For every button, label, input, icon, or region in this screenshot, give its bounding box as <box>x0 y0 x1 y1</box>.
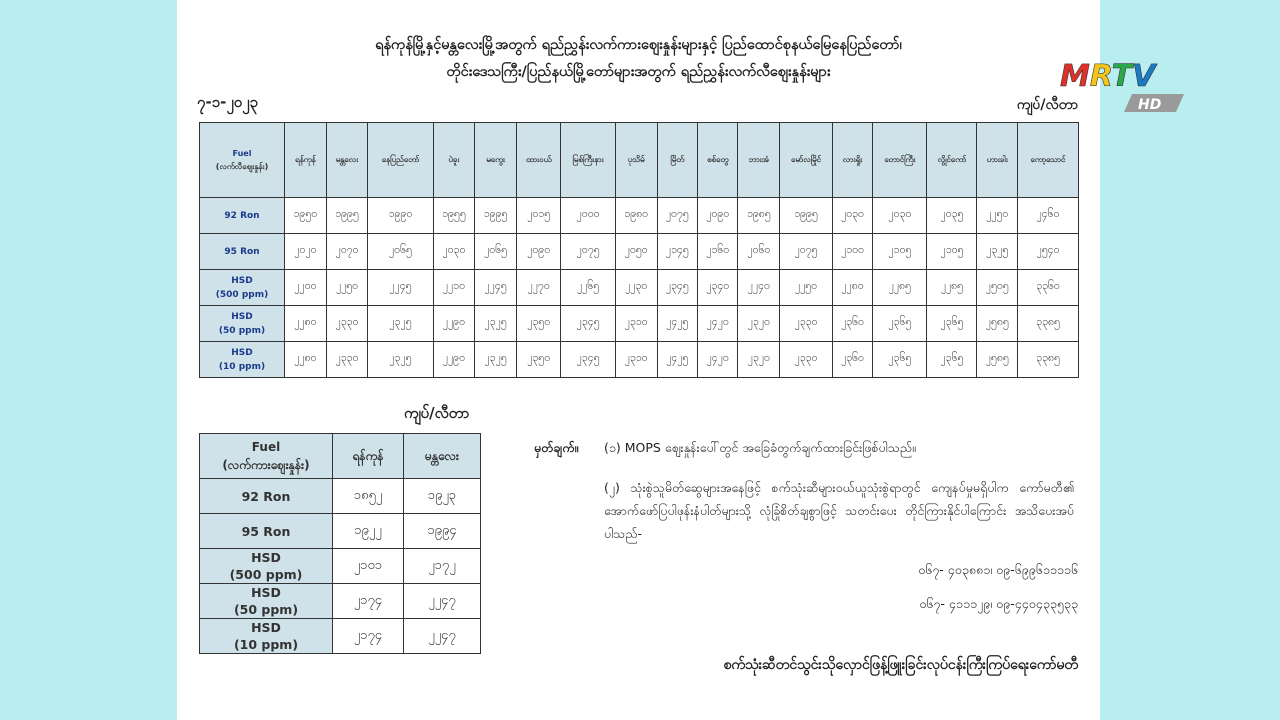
price-cell: ၂၅၄၀ <box>1018 234 1079 270</box>
note-1: (၁) MOPS ဈေးနှုန်းပေါ်တွင် အခြေခံတွက်ချက်ထားခြင်းဖြစ်ပါသည်။ <box>604 440 916 455</box>
price-cell: ၂၂၄၀ <box>738 270 780 306</box>
fuel-type-cell <box>200 479 333 514</box>
wholesale-table-header-row <box>200 434 481 479</box>
price-cell: ၂၂၅၀ <box>326 270 368 306</box>
fuel-type-cell <box>200 619 333 654</box>
note-2: (၂) သုံးစွဲသူမိတ်ဆွေများအနေဖြင့် စက်သုံးဆီများဝယ်ယူသုံးစွဲရာတွင် ကျေနပ်မှုမရှိပါက ကော်မတီ၏ အောက်ဖော်ပြပါဖုန်းနံပါတ်များသို့ လုံခြုံစိတ်ချစွာဖြင့် သတင်းပေး တိုင်ကြားနိုင်ပါကြောင်း အသိပေးအပ်ပါသည်- <box>604 480 1074 541</box>
price-cell: ၂၂၈၀ <box>285 306 327 342</box>
document-date: ၇-၁-၂၀၂၃ <box>197 93 258 111</box>
price-cell: ၂၀၉၀ <box>697 198 737 234</box>
price-cell: ၂၂၀၀ <box>285 270 327 306</box>
fuel-type-cell <box>200 342 285 378</box>
price-cell: ၁၉၉၅ <box>475 198 517 234</box>
fuel-type-label: HSD <box>231 311 253 322</box>
fuel-header-subtitle: (လက်လီဈေးနှုန်း) <box>215 162 269 171</box>
price-cell: ၂၀၇၅ <box>657 198 697 234</box>
price-cell: ၁၉၉၅ <box>326 198 368 234</box>
price-cell: ၁၉၉၅ <box>780 198 833 234</box>
fuel-header-subtitle: (လက်ကားဈေးနှုန်း) <box>222 458 310 472</box>
mrtv-logo-text: MRTV <box>1060 59 1156 94</box>
price-cell: ၂၀၆၅ <box>368 234 433 270</box>
price-cell: ၂၁၆၀ <box>697 234 737 270</box>
fuel-grade-label: (500 ppm) <box>215 289 269 300</box>
city-header: မြစ်ကြီးနား <box>561 123 615 198</box>
price-cell: ၂၅၈၅ <box>977 306 1018 342</box>
price-cell: ၂၂၄၇ <box>403 584 480 619</box>
price-cell: ၂၄၆၀ <box>1018 198 1079 234</box>
city-header: ကော့သောင် <box>1018 123 1079 198</box>
fuel-type-label: HSD <box>251 620 281 635</box>
price-cell: ၂၁၀၅ <box>873 234 927 270</box>
fuel-grade-label: (50 ppm) <box>218 325 266 336</box>
price-cell: ၂၅၈၅ <box>977 342 1018 378</box>
price-cell: ၂၀၉၀ <box>516 234 561 270</box>
price-cell: ၂၂၁၀ <box>433 270 475 306</box>
city-header: လွိုင်ကော် <box>927 123 977 198</box>
city-header: မကွေး <box>475 123 517 198</box>
wholesale-unit-label: ကျပ်/လီတာ <box>404 404 470 422</box>
city-header: ရန်ကုန် <box>333 434 404 479</box>
document-title-line2: တိုင်းဒေသကြီး/ပြည်နယ်မြို့တော်များအတွက် ရည်ညွှန်းလက်လီဈေးနှုန်းများ <box>446 64 831 80</box>
price-cell: ၂၃၆၅ <box>927 306 977 342</box>
price-cell: ၂၅၀၅ <box>977 270 1018 306</box>
price-cell: ၂၃၁၀ <box>615 306 657 342</box>
retail-table-body <box>200 198 1079 378</box>
city-header: ပဲခူး <box>433 123 475 198</box>
table-row <box>200 549 481 584</box>
price-cell: ၂၂၉၀ <box>433 306 475 342</box>
price-cell: ၂၀၂၀ <box>285 234 327 270</box>
phone-numbers-1: ၀၆၇- ၄၀၃၈၈၁၊ ၀၉-၆၉၉၆၁၁၁၁၆ <box>918 562 1078 577</box>
document-title-line1: ရန်ကုန်မြို့နှင့်မန္တလေးမြို့အတွက် ရည်ညွှန်းလက်ကားဈေးနှုန်းများနှင့် ပြည်ထောင်စုနယ်မြေနေပြည်တော်၊ <box>375 37 902 53</box>
fuel-grade-label: (50 ppm) <box>233 602 299 617</box>
fuel-type-label: HSD <box>251 550 281 565</box>
price-cell: ၁၉၅၅ <box>433 198 475 234</box>
price-cell: ၂၃၂၅ <box>977 234 1018 270</box>
price-cell: ၂၃၄၅ <box>657 270 697 306</box>
fuel-type-label: 95 Ron <box>241 523 291 539</box>
table-row <box>200 342 1079 378</box>
price-cell: ၂၁၀၁ <box>333 549 404 584</box>
table-row <box>200 234 1079 270</box>
price-cell: ၂၀၃၀ <box>832 198 872 234</box>
hd-badge-text: HD <box>1138 97 1162 113</box>
price-cell: ၂၃၅၀ <box>516 342 561 378</box>
wholesale-table-body <box>200 479 481 654</box>
fuel-type-label: HSD <box>251 585 281 600</box>
city-header: နေပြည်တော် <box>368 123 433 198</box>
table-row <box>200 514 481 549</box>
table-row <box>200 479 481 514</box>
fuel-type-cell <box>200 270 285 306</box>
price-cell: ၂၀၀၀ <box>561 198 615 234</box>
price-cell: ၂၀၅၀ <box>615 234 657 270</box>
price-cell: ၂၃၆၅ <box>873 306 927 342</box>
fuel-type-cell <box>200 549 333 584</box>
price-cell: ၂၄၂၀ <box>697 306 737 342</box>
price-cell: ၃၃၈၅ <box>1018 342 1079 378</box>
price-cell: ၂၃၆၀ <box>832 306 872 342</box>
retail-table-header-row <box>200 123 1079 198</box>
fuel-type-cell <box>200 234 285 270</box>
price-cell: ၁၉၂၃ <box>403 479 480 514</box>
price-cell: ၂၂၅၀ <box>977 198 1018 234</box>
price-cell: ၂၃၅၀ <box>516 306 561 342</box>
fuel-grade-label: (10 ppm) <box>218 361 266 372</box>
table-row <box>200 306 1079 342</box>
fuel-type-cell <box>200 514 333 549</box>
price-cell: ၂၂၄၅ <box>475 270 517 306</box>
city-header: ဟားခါး <box>977 123 1018 198</box>
table-row <box>200 270 1079 306</box>
city-header: ပုသိမ် <box>615 123 657 198</box>
price-cell: ၁၉၅၀ <box>285 198 327 234</box>
document-page <box>177 0 1100 720</box>
price-cell: ၂၃၃၀ <box>326 342 368 378</box>
city-header: မော်လမြိုင် <box>780 123 833 198</box>
price-cell: ၂၀၇၅ <box>780 234 833 270</box>
price-cell: ၂၁၇၂ <box>403 549 480 584</box>
price-cell: ၂၂၅၀ <box>780 270 833 306</box>
fuel-type-label: 95 Ron <box>224 246 260 257</box>
price-cell: ၂၀၁၅ <box>516 198 561 234</box>
price-cell: ၂၀၆၀ <box>738 234 780 270</box>
price-cell: ၂၁၀၀ <box>832 234 872 270</box>
city-header: ထားဝယ် <box>516 123 561 198</box>
fuel-type-label: HSD <box>231 347 253 358</box>
table-row <box>200 619 481 654</box>
price-cell: ၁၉၈၀ <box>615 198 657 234</box>
fuel-type-label: 92 Ron <box>241 488 291 504</box>
price-cell: ၂၂၉၀ <box>433 342 475 378</box>
fuel-type-cell <box>200 306 285 342</box>
phone-numbers-2: ၀၆၇- ၄၁၁၁၂၉၊ ၀၉-၄၄၀၄၃၃၅၃၃ <box>919 596 1078 611</box>
fuel-header-cell <box>200 434 333 479</box>
price-cell: ၂၃၄၀ <box>697 270 737 306</box>
price-cell: ၂၃၆၅ <box>873 342 927 378</box>
price-cell: ၂၀၃၅ <box>927 198 977 234</box>
table-row <box>200 198 1079 234</box>
fuel-grade-label: (500 ppm) <box>229 567 303 582</box>
fuel-type-cell <box>200 198 285 234</box>
committee-signature: စက်သုံးဆီတင်သွင်းသိုလှောင်ဖြန့်ဖြူးခြင်းလုပ်ငန်းကြီးကြပ်ရေးကော်မတီ <box>723 657 1078 673</box>
wholesale-price-table <box>199 433 481 654</box>
price-cell: ၂၃၁၀ <box>615 342 657 378</box>
retail-price-table <box>199 122 1079 378</box>
fuel-header-title: Fuel <box>232 149 252 158</box>
price-cell: ၂၁၀၅ <box>927 234 977 270</box>
price-cell: ၂၂၈၅ <box>873 270 927 306</box>
price-cell: ၂၃၄၅ <box>561 306 615 342</box>
price-cell: ၂၂၄၇ <box>403 619 480 654</box>
mrtv-hd-logo <box>1058 56 1188 116</box>
price-cell: ၂၀၃၀ <box>873 198 927 234</box>
price-cell: ၂၃၄၅ <box>561 342 615 378</box>
price-cell: ၁၉၉၄ <box>403 514 480 549</box>
city-header: မန္တလေး <box>403 434 480 479</box>
price-cell: ၂၃၃၀ <box>780 306 833 342</box>
price-cell: ၂၃၂၅ <box>475 306 517 342</box>
price-cell: ၁၉၈၅ <box>738 198 780 234</box>
price-cell: ၂၂၃၀ <box>615 270 657 306</box>
price-cell: ၃၃၈၅ <box>1018 306 1079 342</box>
price-cell: ၂၂၈၀ <box>832 270 872 306</box>
price-cell: ၂၃၆၅ <box>927 342 977 378</box>
price-cell: ၂၄၂၅ <box>657 306 697 342</box>
fuel-type-cell <box>200 584 333 619</box>
fuel-type-label: 92 Ron <box>224 210 260 221</box>
city-header: စစ်တွေ <box>697 123 737 198</box>
fuel-type-label: HSD <box>231 275 253 286</box>
price-cell: ၂၃၂၀ <box>738 306 780 342</box>
price-cell: ၂၂၇၀ <box>516 270 561 306</box>
price-cell: ၂၃၂၅ <box>368 342 433 378</box>
price-cell: ၂၄၂၀ <box>697 342 737 378</box>
price-cell: ၂၃၃၀ <box>780 342 833 378</box>
price-cell: ၂၂၈၅ <box>927 270 977 306</box>
price-cell: ၂၀၆၅ <box>475 234 517 270</box>
table-row <box>200 584 481 619</box>
city-header: လားရှိုး <box>832 123 872 198</box>
fuel-grade-label: (10 ppm) <box>233 637 299 652</box>
price-cell: ၂၀၇၀ <box>326 234 368 270</box>
price-cell: ၂၃၂၅ <box>368 306 433 342</box>
price-cell: ၁၉၂၂ <box>333 514 404 549</box>
retail-unit-label: ကျပ်/လီတာ <box>1016 97 1078 113</box>
price-cell: ၂၀၃၀ <box>433 234 475 270</box>
price-cell: ၁၈၅၂ <box>333 479 404 514</box>
price-cell: ၂၃၂၅ <box>475 342 517 378</box>
city-header: မန္တလေး <box>326 123 368 198</box>
city-header: ရန်ကုန် <box>285 123 327 198</box>
notes-label: မှတ်ချက်။ <box>534 440 579 455</box>
city-header: မြိတ် <box>657 123 697 198</box>
price-cell: ၃၃၆၀ <box>1018 270 1079 306</box>
price-cell: ၂၄၂၅ <box>657 342 697 378</box>
price-cell: ၂၁၄၅ <box>657 234 697 270</box>
fuel-header-title: Fuel <box>251 440 281 454</box>
price-cell: ၂၂၈၀ <box>285 342 327 378</box>
price-cell: ၂၃၃၀ <box>326 306 368 342</box>
city-header: တောင်ကြီး <box>873 123 927 198</box>
price-cell: ၂၁၇၄ <box>333 584 404 619</box>
fuel-header-cell <box>200 123 285 198</box>
price-cell: ၂၁၇၄ <box>333 619 404 654</box>
city-header: ဘားအံ <box>738 123 780 198</box>
price-cell: ၁၉၉၀ <box>368 198 433 234</box>
price-cell: ၂၃၆၀ <box>832 342 872 378</box>
price-cell: ၂၂၄၅ <box>368 270 433 306</box>
price-cell: ၂၀၇၅ <box>561 234 615 270</box>
price-cell: ၂၃၂၀ <box>738 342 780 378</box>
price-cell: ၂၂၆၅ <box>561 270 615 306</box>
